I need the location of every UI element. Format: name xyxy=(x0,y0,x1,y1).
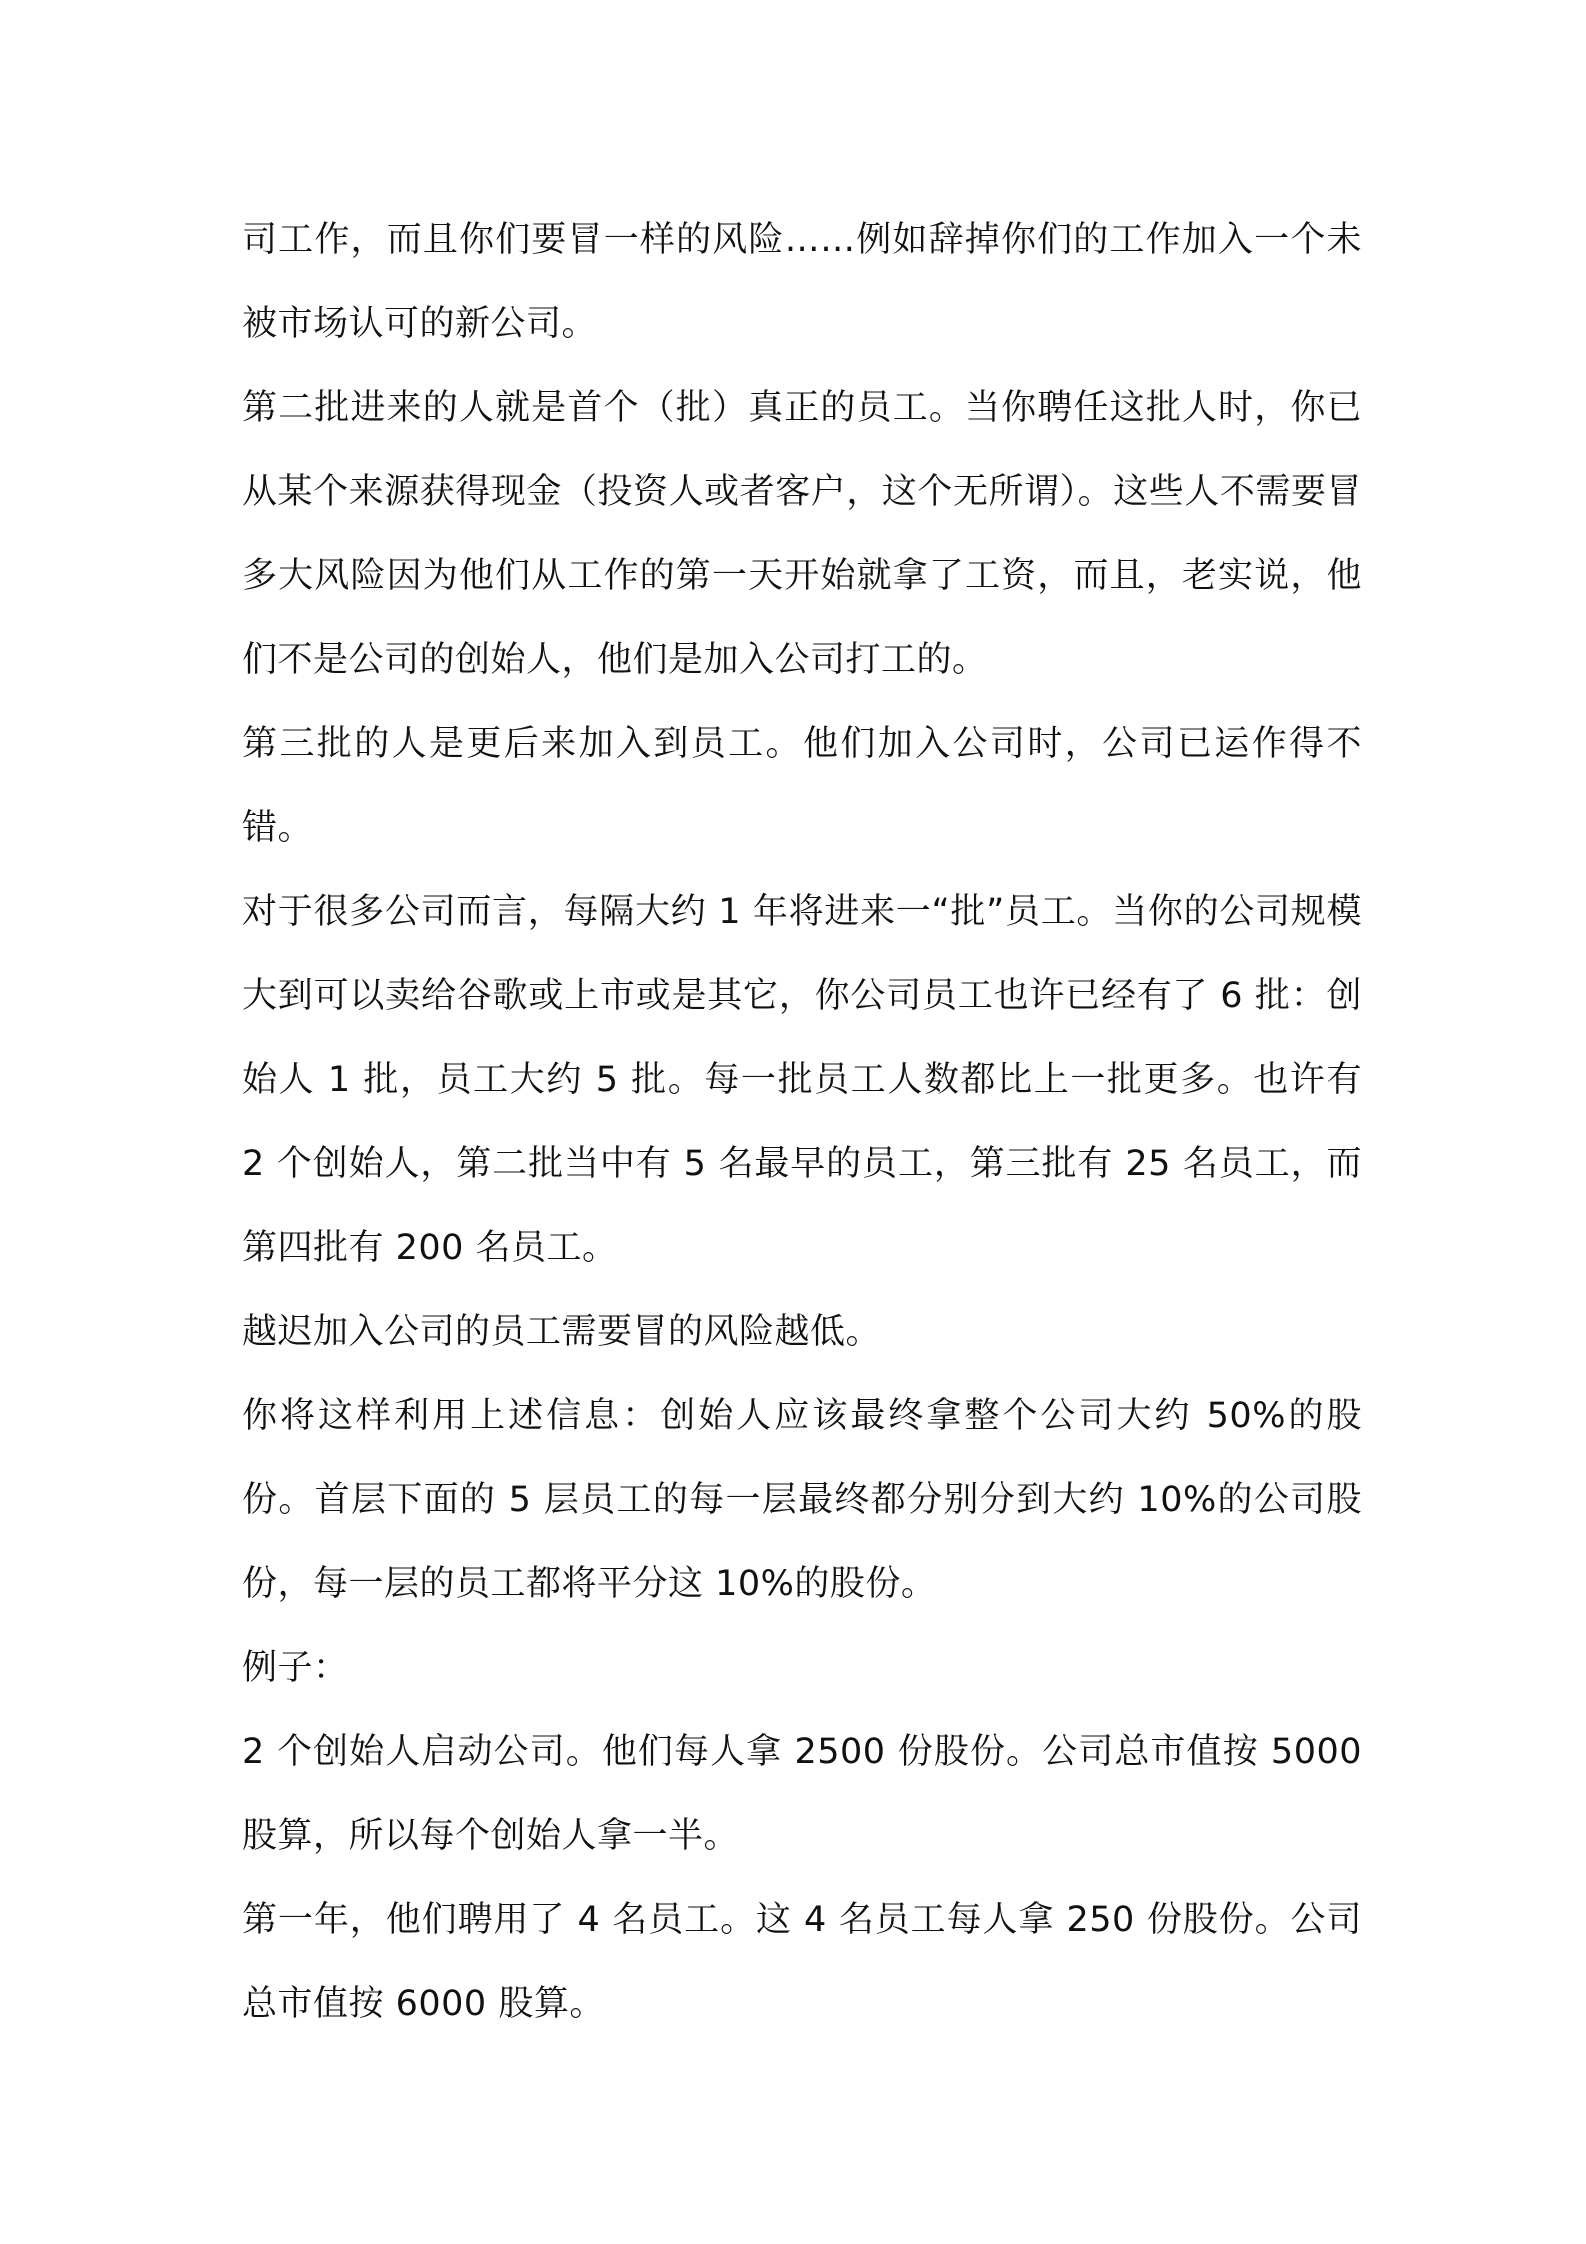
document-body xyxy=(242,198,1362,2046)
paragraph: 司工作，而且你们要冒一样的风险……例如辞掉你们的工作加入一个未被市场认可的新公司。 xyxy=(242,220,1362,344)
paragraph: 越迟加入公司的员工需要冒的风险越低。 xyxy=(242,1312,882,1352)
paragraph: 第三批的人是更后来加入到员工。他们加入公司时，公司已运作得不错。 xyxy=(242,724,1362,848)
paragraph: 第二批进来的人就是首个（批）真正的员工。当你聘任这批人时，你已从某个来源获得现金（投资人或者客户，这个无所谓）。这些人不需要冒多大风险因为他们从工作的第一天开始就拿了工资，而且，老实说，他们不是公司的创始人，他们是加入公司打工的。 xyxy=(242,388,1362,680)
paragraph: 2 个创始人启动公司。他们每人拿 2500 份股份。公司总市值按 5000 股算，所以每个创始人拿一半。 xyxy=(242,1732,1362,1856)
paragraph: 对于很多公司而言，每隔大约 1 年将进来一“批”员工。当你的公司规模大到可以卖给谷歌或上市或是其它，你公司员工也许已经有了 6 批：创始人 1 批，员工大约 5 批。每一批员工人数都比上一批更多。也许有 2 个创始人，第二批当中有 5 名最早的员工，第三批有 25 名员工，而第四批有 200 名员工。 xyxy=(242,892,1362,1268)
paragraph: 例子： xyxy=(242,1648,349,1688)
paragraph: 第一年，他们聘用了 4 名员工。这 4 名员工每人拿 250 份股份。公司总市值按 6000 股算。 xyxy=(242,1900,1362,2024)
paragraph: 你将这样利用上述信息：创始人应该最终拿整个公司大约 50%的股份。首层下面的 5 层员工的每一层最终都分别分到大约 10%的公司股份，每一层的员工都将平分这 10%的股份。 xyxy=(242,1396,1362,1604)
